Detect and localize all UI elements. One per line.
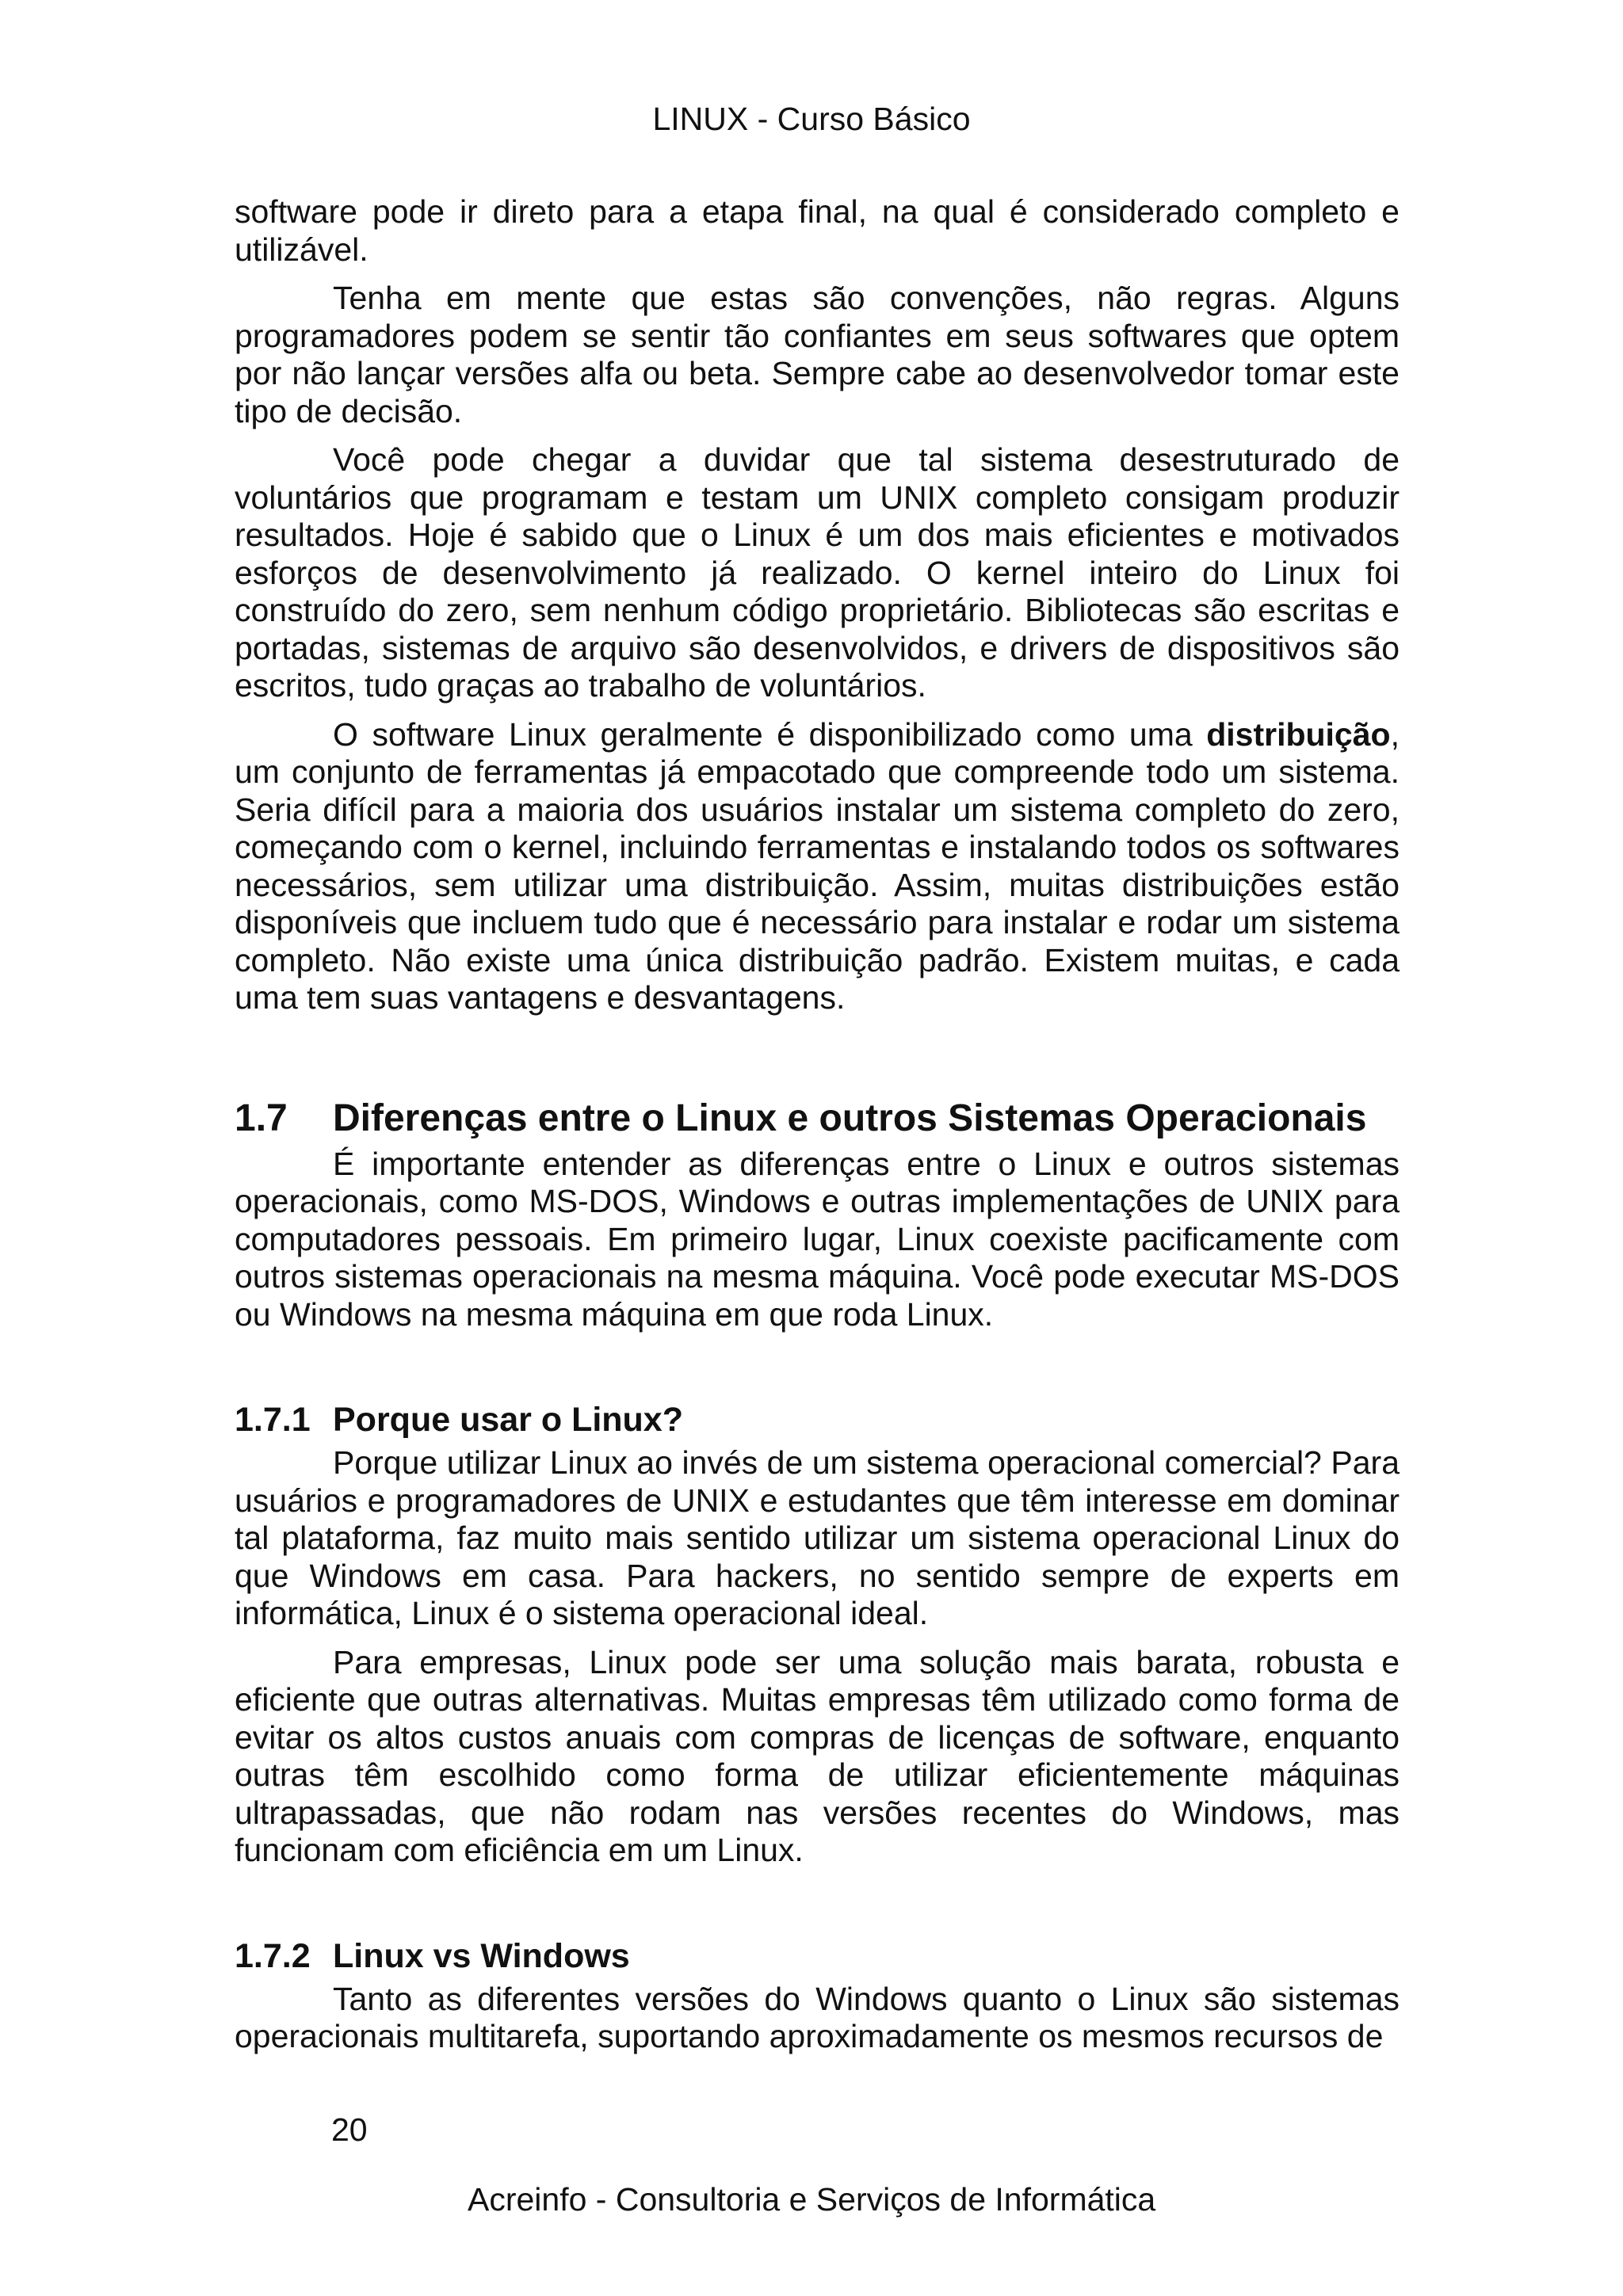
section-title: Diferenças entre o Linux e outros Sistemas Operacionais [333,1097,1367,1139]
paragraph-distribution-end: , um conjunto de ferramentas já empacotado que compreende todo um sistema. Seria difícil para a maioria dos usuários instalar um sistema completo do zero, começando com o kernel, incluindo ferramentas e instalando todos os softwares necessários, sem utilizar uma distribuição. Assim, muitas distribuições estão disponíveis que incluem tudo que é necessário para instalar e rodar um sistema completo. Não existe uma única distribuição padrão. Existem muitas, e cada uma tem suas vantagens e desvantagens. [235,715,1400,1016]
paragraph-why-linux: Porque utilizar Linux ao invés de um sistema operacional comercial? Para usuários e programadores de UNIX e estudantes que têm interesse em dominar tal plataforma, faz muito mais sentido utilizar um sistema operacional Linux do que Windows em casa. Para hackers, no sentido sempre de experts em informática, Linux é o sistema operacional ideal. [235,1444,1400,1631]
term-distribuicao: distribuição [1206,715,1391,753]
paragraph-continuation: software pode ir direto para a etapa final, na qual é considerado completo e utilizável. [235,193,1400,268]
subsection-number: 1.7.2 [235,1936,311,1975]
paragraph-differences: É importante entender as diferenças entre o Linux e outros sistemas operacionais, como MS-DOS, Windows e outras implementações de UNIX para computadores pessoais. Em primeiro lugar, Linux coexiste pacificamente com outros sistemas operacionais na mesma máquina. Você pode executar MS-DOS ou Windows na mesma máquina em que roda Linux. [235,1145,1400,1333]
footer-text: Acreinfo - Consultoria e Serviços de Informática [468,2181,1156,2218]
section-heading-1-7 [235,1097,1400,1141]
subsection-heading-1-7-2 [235,1936,1400,1976]
subsection-title: Porque usar o Linux? [333,1401,683,1439]
page-number: 20 [331,2111,368,2148]
section-number: 1.7 [235,1097,288,1139]
paragraph-volunteers: Você pode chegar a duvidar que tal sistema desestruturado de voluntários que programam e testam um UNIX completo consigam produzir resultados. Hoje é sabido que o Linux é um dos mais eficientes e motivados esforços de desenvolvimento já realizado. O kernel inteiro do Linux foi construído do zero, sem nenhum código proprietário. Bibliotecas são escritas e portadas, sistemas de arquivo são desenvolvidos, e drivers de dispositivos são escritos, tudo graças ao trabalho de voluntários. [235,441,1400,704]
paragraph-distribution-start: O software Linux geralmente é disponibilizado como uma [333,715,1207,753]
paragraph-conventions: Tenha em mente que estas são convenções, não regras. Alguns programadores podem se sentir tão confiantes em seus softwares que optem por não lançar versões alfa ou beta. Sempre cabe ao desenvolvedor tomar este tipo de decisão. [235,280,1400,429]
page-content [235,193,1400,2056]
subsection-heading-1-7-1 [235,1400,1400,1440]
subsection-title: Linux vs Windows [333,1936,630,1975]
running-header: LINUX - Curso Básico [652,101,971,137]
paragraph-companies: Para empresas, Linux pode ser uma solução mais barata, robusta e eficiente que outras alternativas. Muitas empresas têm utilizado como forma de evitar os altos custos anuais com compras de licenças de software, enquanto outras têm escolhido como forma de utilizar eficientemente máquinas ultrapassadas, que não rodam nas versões recentes do Windows, mas funcionam com eficiência em um Linux. [235,1643,1400,1868]
subsection-number: 1.7.1 [235,1401,311,1439]
paragraph-linux-vs-windows: Tanto as diferentes versões do Windows quanto o Linux são sistemas operacionais multitarefa, suportando aproximadamente os mesmos recursos de [235,1980,1400,2054]
paragraph-distribution [235,716,1400,1017]
